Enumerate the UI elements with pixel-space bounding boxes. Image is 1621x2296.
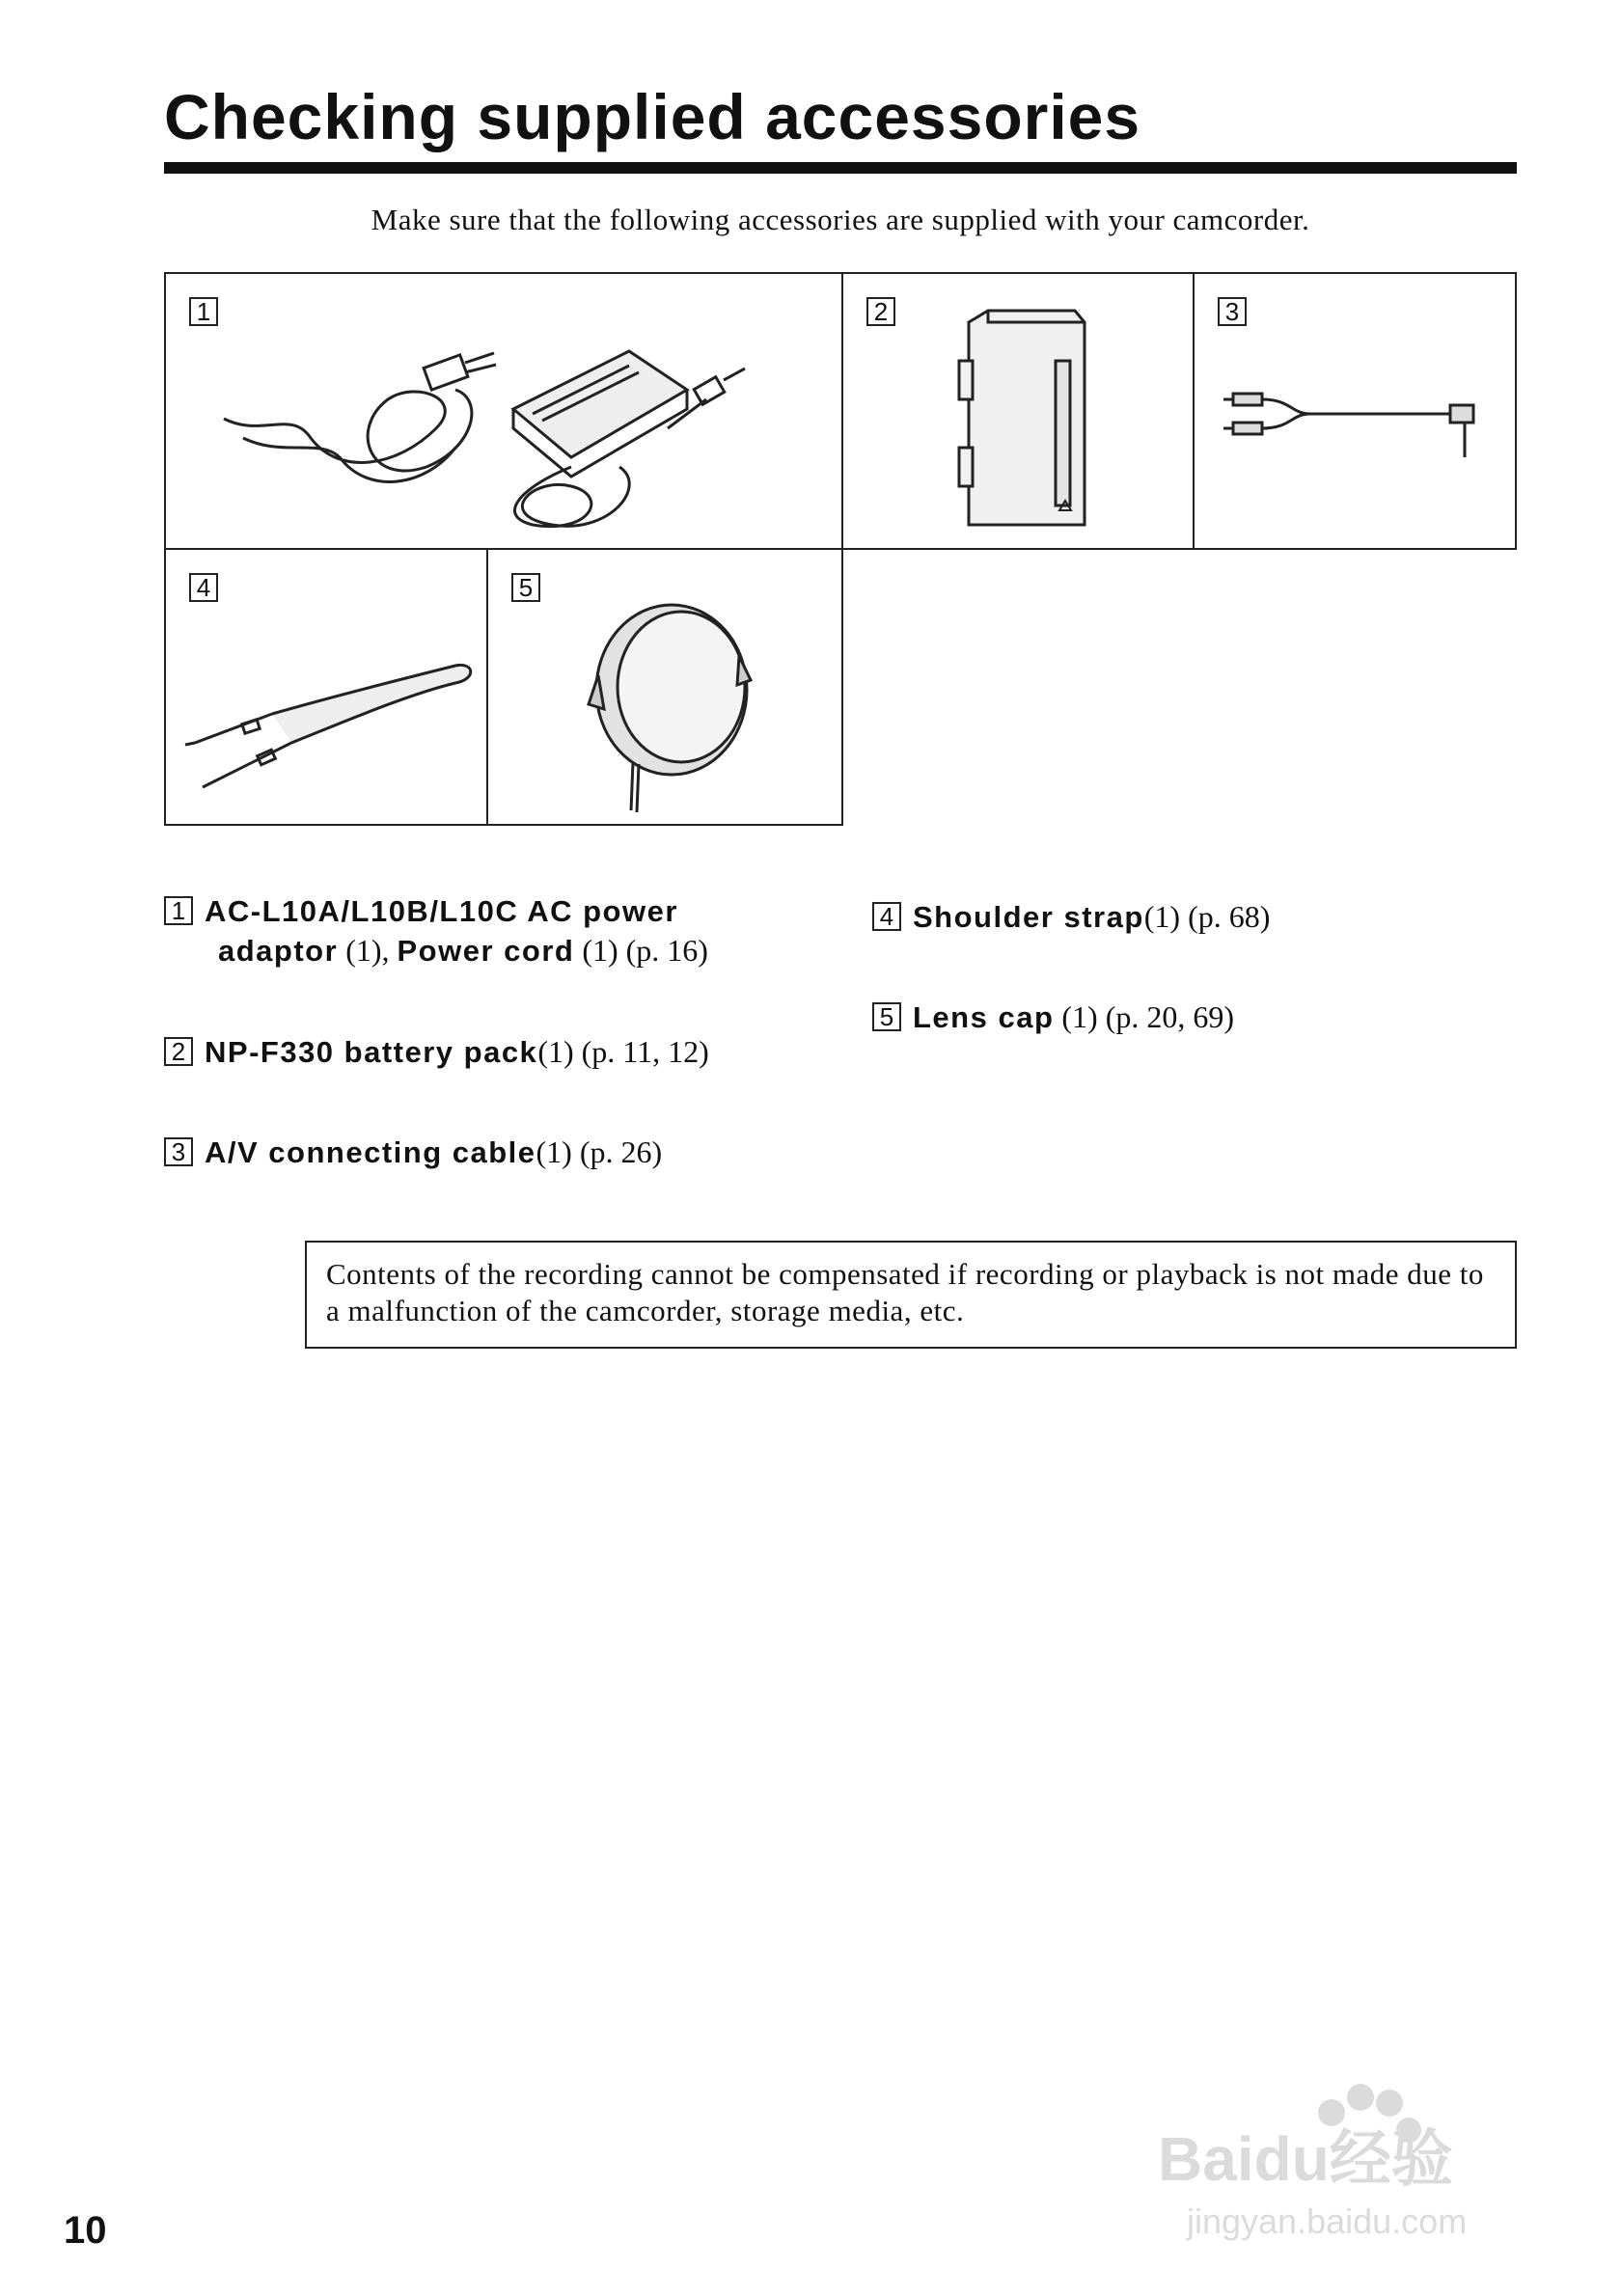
lens-cap-illustration bbox=[575, 598, 768, 820]
figure-number: 5 bbox=[511, 573, 540, 602]
battery-pack-illustration bbox=[949, 303, 1104, 534]
item-ref: (1) (p. 26) bbox=[536, 1134, 663, 1169]
item-number: 5 bbox=[872, 1002, 901, 1031]
list-item-1 bbox=[164, 891, 708, 970]
item-name-cont: adaptor bbox=[218, 934, 339, 968]
baidu-watermark bbox=[1148, 2074, 1553, 2248]
item-ref: (1) (p. 20, 69) bbox=[1054, 999, 1235, 1034]
shoulder-strap-illustration bbox=[176, 637, 484, 820]
ac-adaptor-power-cord-illustration bbox=[205, 293, 822, 534]
notice-box: Contents of the recording cannot be compensated if recording or playback is not made due to a malfunction of the camcorder, storage media, etc. bbox=[305, 1241, 1517, 1349]
item-number: 3 bbox=[164, 1137, 193, 1166]
item-ref: (1) (p. 68) bbox=[1143, 899, 1271, 934]
item-name: A/V connecting cable bbox=[205, 1135, 536, 1169]
figure-3-cell bbox=[1193, 272, 1517, 550]
title-rule bbox=[164, 162, 1517, 174]
item-name: NP-F330 battery pack bbox=[205, 1035, 538, 1069]
list-item-4 bbox=[872, 897, 1270, 937]
item-qty: (1), bbox=[338, 933, 398, 968]
figure-2-cell bbox=[841, 272, 1195, 550]
list-item-5 bbox=[872, 998, 1234, 1037]
item-name: Shoulder strap bbox=[913, 900, 1144, 934]
list-item-3 bbox=[164, 1133, 662, 1172]
page-number: 10 bbox=[64, 2209, 107, 2252]
item-ref: (1) (p. 16) bbox=[574, 933, 708, 968]
figure-number: 4 bbox=[189, 573, 218, 602]
item-number: 2 bbox=[164, 1037, 193, 1066]
list-item-2 bbox=[164, 1032, 709, 1072]
item-name: Lens cap bbox=[913, 1000, 1055, 1034]
item-ref: (1) (p. 11, 12) bbox=[537, 1034, 709, 1069]
av-cable-illustration bbox=[1214, 370, 1503, 467]
figure-4-cell bbox=[164, 548, 488, 826]
item-number: 1 bbox=[164, 896, 193, 925]
figure-number: 3 bbox=[1218, 297, 1247, 326]
item-number: 4 bbox=[872, 902, 901, 931]
intro-text: Make sure that the following accessories are supplied with your camcorder. bbox=[371, 203, 1310, 236]
item-name-secondary: Power cord bbox=[397, 934, 575, 968]
figure-1-cell bbox=[164, 272, 843, 550]
watermark-url: jingyan.baidu.com bbox=[1187, 2201, 1468, 2241]
watermark-logo-text: Baidu经验 bbox=[1158, 2124, 1453, 2194]
page-title: Checking supplied accessories bbox=[164, 81, 1141, 152]
figure-number: 1 bbox=[189, 297, 218, 326]
figure-number: 2 bbox=[866, 297, 895, 326]
item-name: AC-L10A/L10B/L10C AC power bbox=[205, 894, 678, 928]
figure-5-cell bbox=[486, 548, 843, 826]
